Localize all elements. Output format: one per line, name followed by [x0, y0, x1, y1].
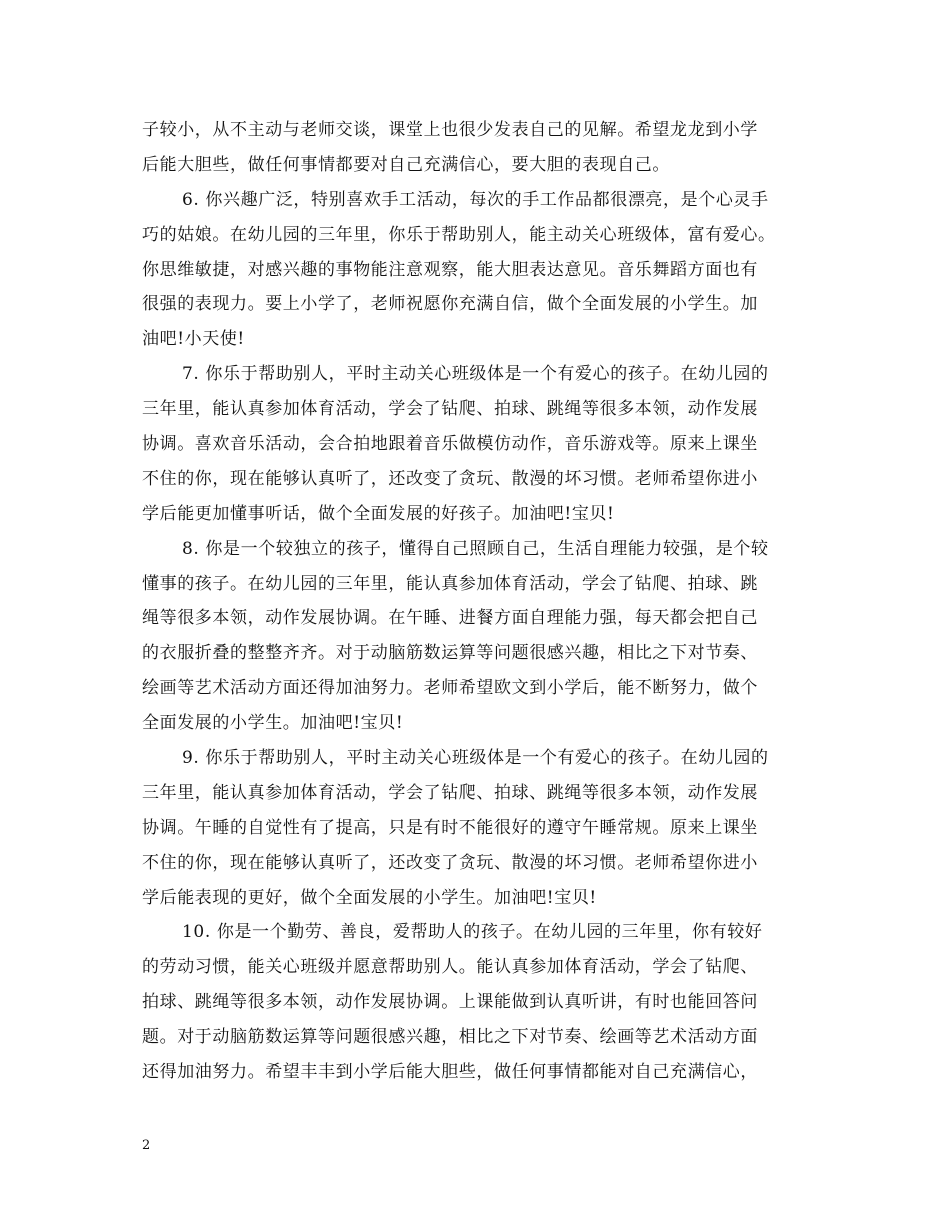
text-line: 绳等很多本领，动作发展协调。在午睡、进餐方面自理能力强，每天都会把自己 — [142, 608, 758, 629]
body-text — [142, 113, 814, 1090]
text-line: 全面发展的小学生。加油吧!宝贝! — [142, 713, 404, 734]
text-line: 子较小，从不主动与老师交谈，课堂上也很少发表自己的见解。希望龙龙到小学 — [142, 120, 758, 140]
text-line: 拍球、跳绳等很多本领，动作发展协调。上课能做到认真听讲，有时也能回答问 — [142, 992, 758, 1013]
text-line: 题。对于动脑筋数运算等问题很感兴趣，相比之下对节奏、绘画等艺术活动方面 — [142, 1027, 758, 1048]
text-line: 还得加油努力。希望丰丰到小学后能大胆些，做任何事情都能对自己充满信心， — [142, 1062, 758, 1083]
text-line: 三年里，能认真参加体育活动，学会了钻爬、拍球、跳绳等很多本领，动作发展 — [142, 782, 758, 803]
text-line: 不住的你，现在能够认真听了，还改变了贪玩、散漫的坏习惯。老师希望你进小 — [142, 852, 758, 873]
text-line: 协调。喜欢音乐活动，会合拍地跟着音乐做模仿动作，音乐游戏等。原来上课坐 — [142, 434, 758, 455]
text-line: 协调。午睡的自觉性有了提高，只是有时不能很好的遵守午睡常规。原来上课坐 — [142, 817, 758, 838]
text-line: 很强的表现力。要上小学了，老师祝愿你充满自信，做个全面发展的小学生。加 — [142, 294, 758, 315]
paragraph-first-line: 10. 你是一个勤劳、善良，爱帮助人的孩子。在幼儿园的三年里，你有较好 — [182, 922, 763, 943]
text-line: 巧的姑娘。在幼儿园的三年里，你乐于帮助别人，能主动关心班级体，富有爱心。 — [142, 224, 776, 245]
text-line: 你思维敏捷，对感兴趣的事物能注意观察，能大胆表达意见。音乐舞蹈方面也有 — [142, 259, 758, 280]
text-line: 绘画等艺术活动方面还得加油努力。老师希望欧文到小学后，能不断努力，做个 — [142, 678, 758, 699]
paragraph-first-line: 6. 你兴趣广泛，特别喜欢手工活动，每次的手工作品都很漂亮，是个心灵手 — [182, 189, 769, 210]
text-line: 学后能表现的更好，做个全面发展的小学生。加油吧!宝贝! — [142, 887, 597, 908]
text-line: 的衣服折叠的整整齐齐。对于动脑筋数运算等问题很感兴趣，相比之下对节奏、 — [142, 643, 758, 664]
paragraph-first-line: 8. 你是一个较独立的孩子，懂得自己照顾自己，生活自理能力较强，是个较 — [182, 538, 769, 559]
text-line: 不住的你，现在能够认真听了，还改变了贪玩、散漫的坏习惯。老师希望你进小 — [142, 468, 758, 489]
text-line: 三年里，能认真参加体育活动，学会了钻爬、拍球、跳绳等很多本领，动作发展 — [142, 399, 758, 420]
text-line: 的劳动习惯，能关心班级并愿意帮助别人。能认真参加体育活动，学会了钻爬、 — [142, 957, 758, 978]
text-line: 学后能更加懂事听话，做个全面发展的好孩子。加油吧!宝贝! — [142, 503, 615, 524]
text-line: 油吧!小天使! — [142, 329, 245, 350]
page-number: 2 — [142, 1138, 151, 1153]
text-line: 懂事的孩子。在幼儿园的三年里，能认真参加体育活动，学会了钻爬、拍球、跳 — [142, 573, 758, 594]
text-line: 后能大胆些，做任何事情都要对自己充满信心，要大胆的表现自己。 — [142, 154, 670, 175]
paragraph-first-line: 7. 你乐于帮助别人，平时主动关心班级体是一个有爱心的孩子。在幼儿园的 — [182, 364, 769, 385]
paragraph-first-line: 9. 你乐于帮助别人，平时主动关心班级体是一个有爱心的孩子。在幼儿园的 — [182, 748, 769, 769]
